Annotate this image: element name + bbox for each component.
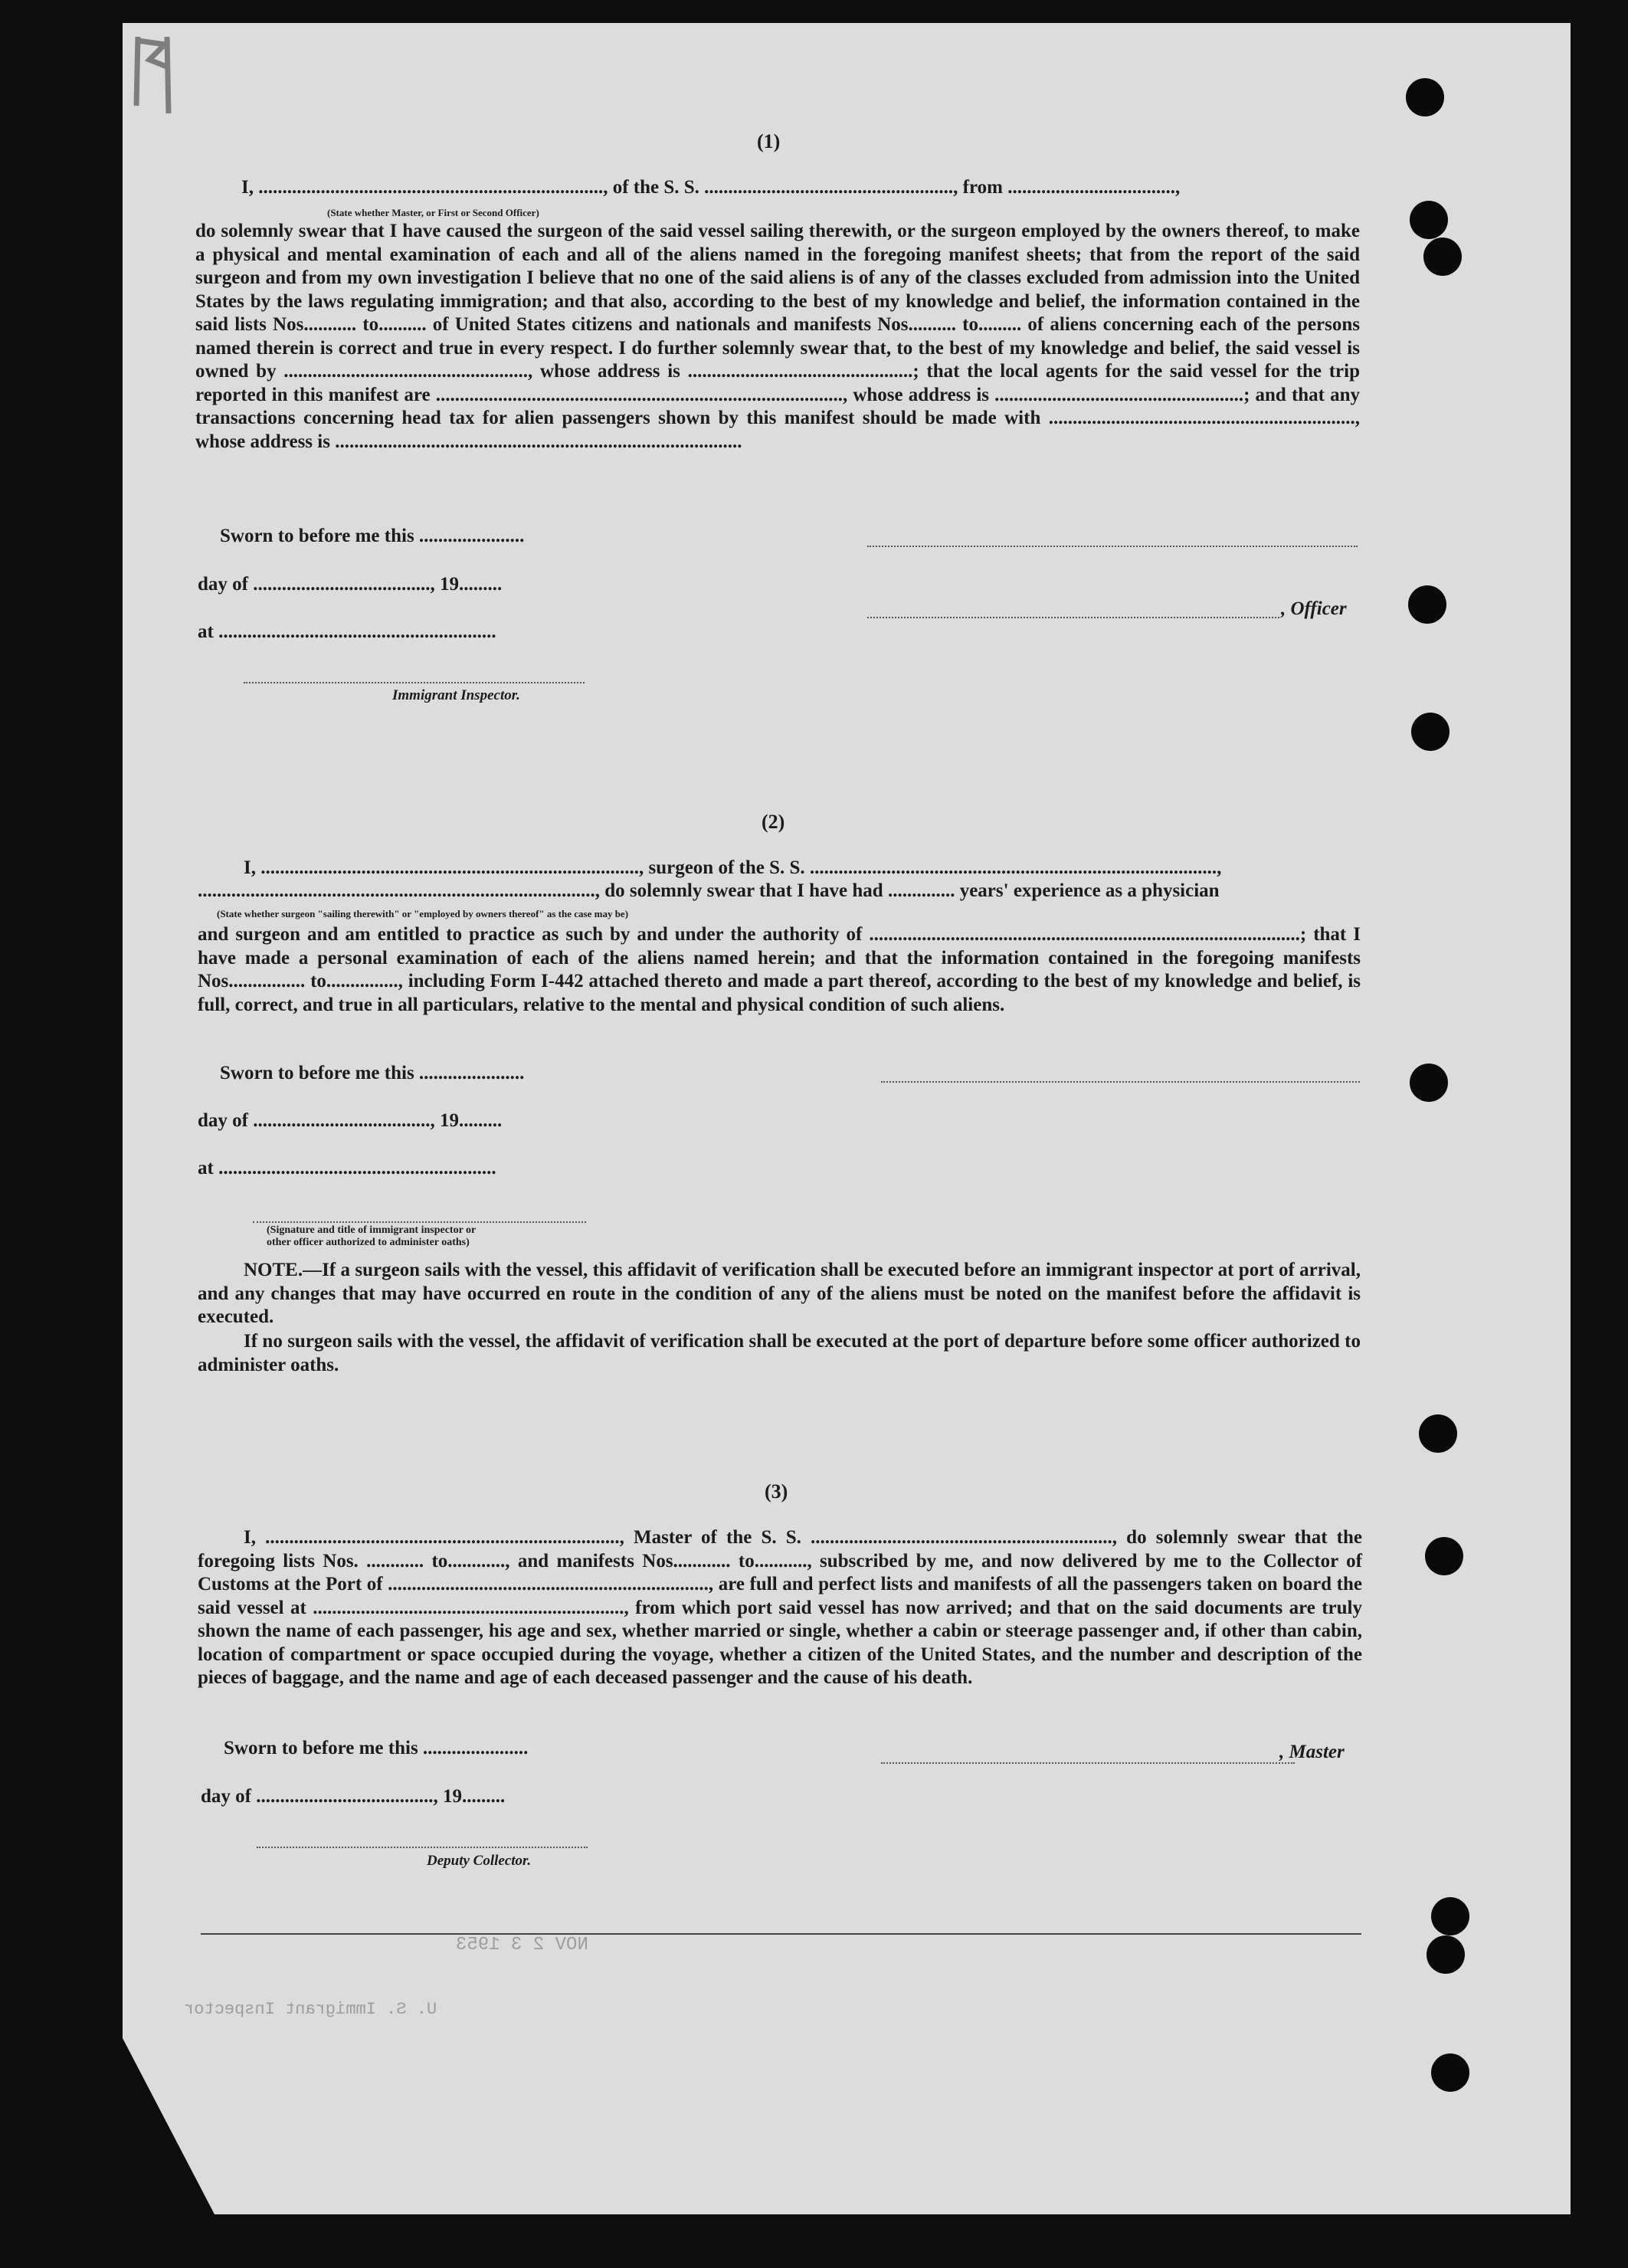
section-2-caption: (State whether surgeon "sailing therewith" or "employed by owners thereof" as the case may be) <box>217 908 629 919</box>
section-2-day: day of ....................................., 19......... <box>198 1110 503 1131</box>
section-2-number: (2) <box>762 811 785 833</box>
section-3-master-signature-line <box>881 1762 1295 1764</box>
punch-hole <box>1408 585 1446 624</box>
section-3-master-label: , Master <box>1279 1742 1345 1762</box>
section-1-caption: (State whether Master, or First or Second Officer) <box>327 207 539 218</box>
section-2-oath-line-2: ..................................................................................., do solemnly swear that I have had .............. years' experience as a physician <box>198 880 1220 901</box>
date-stamp: NOV 2 3 1953 <box>456 1935 588 1955</box>
section-1-day: day of ....................................., 19......... <box>198 574 503 595</box>
section-2-sig-caption-2: other officer authorized to administer oaths) <box>267 1237 470 1248</box>
section-3-number: (3) <box>765 1480 788 1503</box>
section-1-officer-label: , Officer <box>1281 598 1347 619</box>
section-1-sworn: Sworn to before me this ...................... <box>220 526 525 546</box>
section-1-officer-line <box>867 617 1279 618</box>
punch-hole <box>1406 78 1444 116</box>
section-3-body: I, .........................................................................., Master of the S. S. ..............................................................., do solemnly swear that the foregoing lists Nos. ............ to............, and manifests Nos............ to..........., subscribed by me, and now delivered by me to the Collector of Customs at the Port of ..................................................................., are full and perfect lists and manifests of all the passengers taken on board the said vessel at ................................................................., from which port said vessel has now arrived; and that on the said documents are truly shown the name of each passenger, his age and sex, whether married or single, whether a cabin or steerage passenger and, if other than cabin, location of compartment or space occupied during the voyage, whether a citizen of the United States, and the number and description of the pieces of baggage, and the name and age of each deceased passenger and the cause of his death. <box>198 1527 1362 1688</box>
section-1-officer-signature-line <box>867 546 1358 547</box>
section-1-oath-line: I, ........................................................................, of the S. S. ...................................................., from ..................................., <box>241 177 1181 198</box>
section-2-note-1: NOTE.—If a surgeon sails with the vessel, this affidavit of verification shall be executed before an immigrant inspector at port of arrival, and any changes that may have occurred en route in the condition of any of the aliens must be noted on the manifest before the affidavit is executed. <box>198 1260 1361 1327</box>
section-2-at: at .......................................................... <box>198 1158 496 1178</box>
inspector-stamp: U. S. Immigrant Inspector <box>184 2000 437 2019</box>
section-2-oath-line-1: I, ..............................................................................., surgeon of the S. S. ....................................................................................., <box>244 857 1222 878</box>
section-3-sworn: Sworn to before me this ...................... <box>224 1738 529 1758</box>
handwritten-mark <box>123 29 176 121</box>
section-2-sig-caption-1: (Signature and title of immigrant inspector or <box>267 1224 477 1236</box>
punch-hole <box>1425 1537 1463 1575</box>
punch-hole <box>1411 713 1449 751</box>
punch-hole <box>1410 201 1448 239</box>
section-2-body: and surgeon and am entitled to practice as such by and under the authority of ..........................................................................................; that I have made a personal examination of each of the aliens named herein; and that the information contained in the foregoing manifests Nos................ to..............., including Form I-442 attached thereto and made a part thereof, according to the best of my knowledge and belief, is full, correct, and true in all particulars, relative to the mental and physical condition of such aliens. <box>198 924 1361 1015</box>
bottom-rule <box>201 1933 1361 1935</box>
section-3-collector-label: Deputy Collector. <box>427 1853 532 1869</box>
section-3-collector-signature-line <box>257 1847 588 1848</box>
punch-hole <box>1431 1897 1469 1935</box>
section-2-sworn: Sworn to before me this ...................... <box>220 1063 525 1083</box>
section-2-surgeon-signature-line <box>881 1081 1360 1083</box>
section-1-body: do solemnly swear that I have caused the surgeon of the said vessel sailing therewith, or the surgeon employed by the owners thereof, to make a physical and mental examination of each and all of the aliens named in the foregoing manifest sheets; that from the report of the said surgeon and from my own investigation I believe that no one of the said aliens is of any of the classes excluded from admission into the United States by the laws regulating immigration; and that also, according to the best of my knowledge and belief, the information contained in the said lists Nos........... to.......... of United States citizens and nationals and manifests Nos.......... to......... of aliens concerning each of the persons named therein is correct and true in every respect. I do further solemnly swear that, to the best of my knowledge and belief, the said vessel is owned by ..................................................., whose address is ...............................................; that the local agents for the said vessel for the trip reported in this manifest are ....................................................................................., whose address is ....................................................; and that any transactions concerning head tax for alien passengers shown by this manifest should be made with ................................................................, whose address is ..................................................................................... <box>195 221 1360 452</box>
punch-hole <box>1423 238 1462 276</box>
section-3-day: day of ....................................., 19......... <box>201 1786 506 1807</box>
punch-hole <box>1419 1414 1457 1453</box>
section-1-at: at .......................................................... <box>198 621 496 642</box>
punch-hole <box>1427 1935 1465 1974</box>
punch-hole <box>1410 1064 1448 1102</box>
section-1-number: (1) <box>757 130 781 152</box>
section-1-inspector-label: Immigrant Inspector. <box>392 687 520 703</box>
punch-hole <box>1431 2053 1469 2092</box>
section-2-signature-line <box>253 1221 586 1223</box>
section-2-note-2: If no surgeon sails with the vessel, the affidavit of verification shall be executed at the port of departure before some officer authorized to administer oaths. <box>198 1331 1361 1375</box>
section-1-inspector-signature-line <box>244 682 585 683</box>
